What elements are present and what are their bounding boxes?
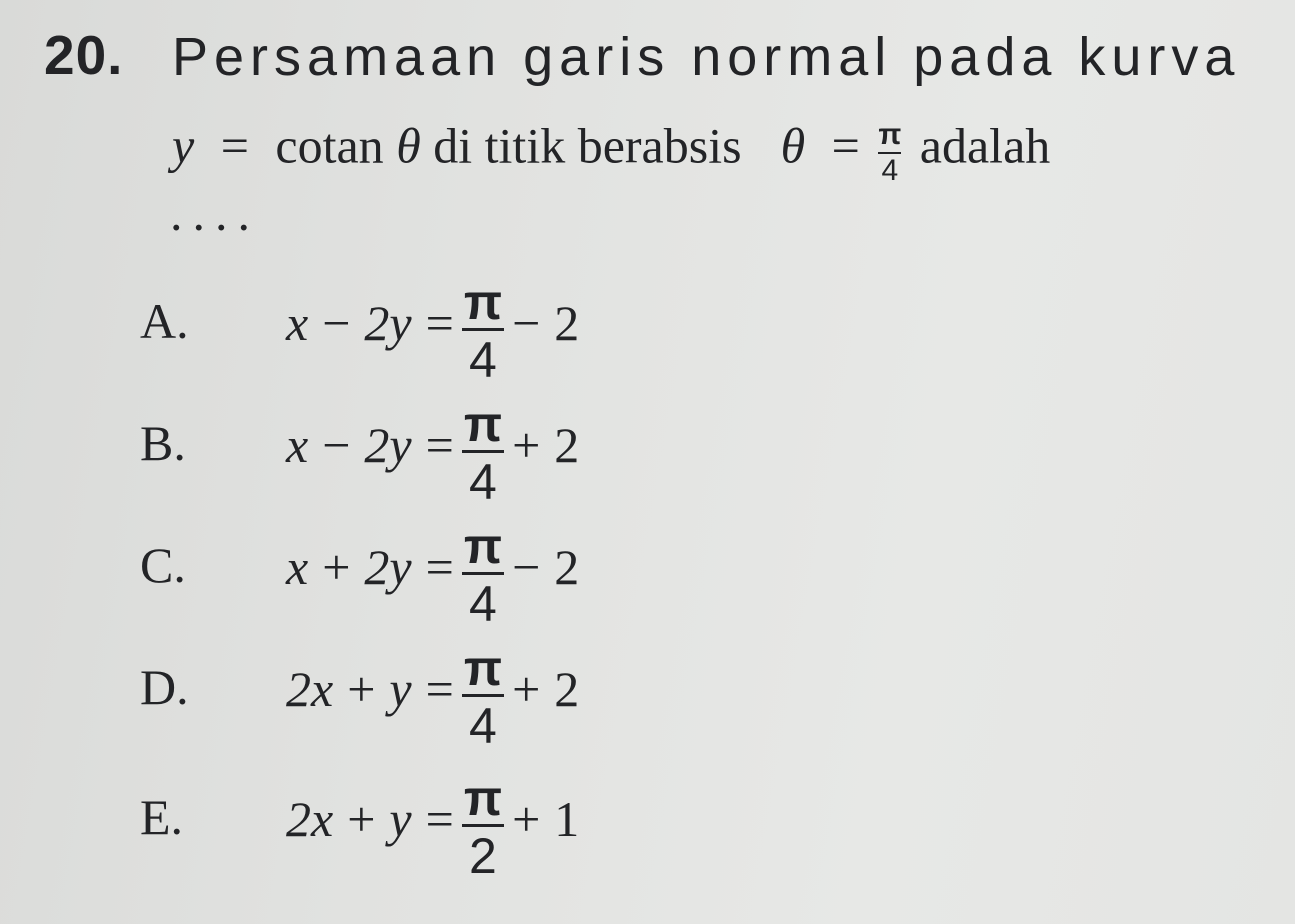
answer-blank-dots: ....: [170, 185, 260, 241]
equals-sign: =: [425, 295, 454, 351]
equals-sign: =: [425, 661, 454, 717]
variable-theta: θ: [396, 117, 421, 174]
option-equation: [286, 390, 580, 510]
fraction: [463, 396, 503, 510]
question-text-line2: [172, 117, 1051, 187]
fraction-denominator: 4: [469, 698, 497, 754]
operator: −: [512, 295, 541, 351]
fraction-numerator: π: [463, 518, 503, 574]
lhs-term: x: [286, 417, 309, 473]
fraction-numerator: π: [463, 274, 503, 330]
operator: −: [322, 295, 351, 351]
operator: +: [347, 661, 376, 717]
equals-sign: =: [425, 417, 454, 473]
option-equation: [286, 634, 580, 754]
fraction-numerator: π: [878, 118, 902, 151]
operator: +: [322, 539, 351, 595]
lhs-term: x: [286, 295, 309, 351]
operator: +: [512, 661, 541, 717]
fraction-numerator: π: [463, 396, 503, 452]
operator: +: [347, 791, 376, 847]
fraction-denominator: 4: [469, 332, 497, 388]
operator: −: [322, 417, 351, 473]
rhs-constant: 2: [554, 295, 580, 351]
lhs-term: x: [286, 539, 309, 595]
question-text-middle: di titik berabsis: [433, 117, 742, 174]
lhs-term: y: [389, 661, 412, 717]
fraction-pi-over-4: [878, 120, 901, 186]
fraction-numerator: π: [463, 640, 503, 696]
fraction-denominator: 4: [469, 576, 497, 632]
equals-sign: =: [220, 117, 249, 174]
fraction-denominator: 4: [881, 154, 899, 187]
rhs-constant: 2: [554, 661, 580, 717]
question-text-line1: Persamaan garis normal pada kurva: [172, 27, 1241, 87]
option-equation: [286, 268, 580, 388]
cotan-function: cotan: [275, 117, 384, 174]
option-equation: [286, 764, 580, 884]
operator: +: [512, 417, 541, 473]
fraction: [463, 518, 503, 632]
equals-sign: =: [425, 539, 454, 595]
lhs-term: y: [389, 791, 412, 847]
option-equation: [286, 512, 580, 632]
fraction: [463, 640, 503, 754]
question-number: 20.: [44, 24, 124, 86]
variable-theta: θ: [780, 117, 806, 174]
operator: +: [512, 791, 541, 847]
operator: −: [512, 539, 541, 595]
fraction: [463, 770, 503, 884]
equals-sign: =: [425, 791, 454, 847]
option-letter: E.: [140, 789, 184, 845]
variable-y: y: [172, 117, 195, 174]
rhs-constant: 2: [554, 417, 580, 473]
lhs-term: 2y: [364, 417, 412, 473]
fraction: [463, 274, 503, 388]
fraction-denominator: 2: [469, 828, 497, 884]
lhs-term: 2x: [286, 791, 334, 847]
fraction-denominator: 4: [469, 454, 497, 510]
option-letter: D.: [140, 659, 189, 715]
rhs-constant: 2: [554, 539, 580, 595]
equals-sign: =: [831, 117, 860, 174]
option-letter: A.: [140, 293, 189, 349]
rhs-constant: 1: [554, 791, 580, 847]
lhs-term: 2y: [364, 539, 412, 595]
option-letter: B.: [140, 415, 186, 471]
lhs-term: 2x: [286, 661, 334, 717]
option-letter: C.: [140, 537, 186, 593]
question-text-end: adalah: [919, 117, 1051, 174]
lhs-term: 2y: [364, 295, 412, 351]
fraction-numerator: π: [463, 770, 503, 826]
